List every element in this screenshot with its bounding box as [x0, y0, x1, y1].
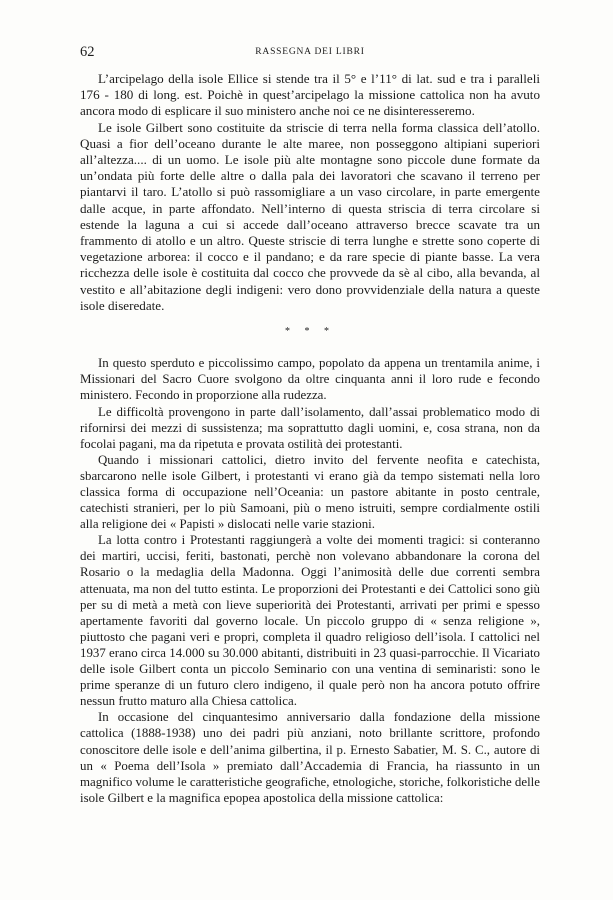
paragraph: Le difficoltà provengono in parte dall’isolamento, dall’assai problematico modo di rifornirsi dei mezzi di sussistenza; ma soprattutto dagli uomini, e, cosa strana, non da focolai pagani, ma da ripetuta e provata ostilità dei protestanti. — [80, 404, 540, 451]
section-separator: * * * — [285, 326, 335, 338]
page-header — [80, 44, 540, 64]
article-body — [80, 71, 540, 806]
paragraph: Quando i missionari cattolici, dietro invito del fervente neofita e catechista, sbarcarono nelle isole Gilbert, i protestanti vi erano già da tempo sistemati nella loro classica forma di occupazione nell’Oceania: un pastore abitante in posto centrale, catechisti stranieri, per lo più Samoani, più o meno istruiti, sempre cordialmente ostili alla religione dei « Papisti » dislocati nelle varie stazioni. — [80, 452, 540, 532]
paragraph: Le isole Gilbert sono costituite da striscie di terra nella forma classica dell’atollo. Quasi a fior dell’oceano durante le alte maree, non posseggono altipiani superiori all’altezza.... di un uomo. Le isole più alte montagne sono piccole dune formate da un’ondata più forte delle altre o dalla pala dei lavoratori che scavano il terreno per piantarvi il taro. L’atollo si può rassomigliare a un vaso circolare, in parte emergente dalle acque, in parte affondato. Nell’interno di questa striscia di terra circolare si estende la laguna a cui si accede dall’oceano attraverso brecce scavate tra un frammento di atollo e un altro. Queste striscie di terra lunghe e strette sono coperte di vegetazione arborea: il cocco e il pandano; e da rare specie di piante basse. La vera ricchezza delle isole è costituita dal cocco che provvede da sè al cibo, alla bevanda, al vestito e all’abitazione degli indigeni: vero dono provvidenziale della natura a queste isole diseredate. — [80, 119, 540, 313]
running-title: RASSEGNA DEI LIBRI — [255, 47, 365, 57]
paragraph: In occasione del cinquantesimo anniversario dalla fondazione della missione cattolica (1888-1938) uno dei padri più anziani, noto brillante scrittore, profondo conoscitore delle isole e dell’anima gilbertina, il p. Ernesto Sabatier, M. S. C., autore di un « Poema dell’Isola » premiato dall’Accademia di Francia, ha riassunto in un magnifico volume le caratteristiche geografiche, etnologiche, storiche, folkoristiche delle isole Gilbert e la magnifica epopea apostolica della missione cattolica: — [80, 710, 540, 805]
paragraph: L’arcipelago della isole Ellice si stende tra il 5° e l’11° di lat. sud e tra i paralleli 176 - 180 di long. est. Poichè in quest’arcipelago la missione cattolica non ha avuto ancora modo di esplicare il suo ministero anche noi ce ne disinteresseremo. — [80, 71, 540, 119]
page-number: 62 — [80, 44, 95, 60]
paragraph: La lotta contro i Protestanti raggiungerà a volte dei momenti tragici: si conteranno dei martiri, uccisi, feriti, bastonati, perchè non volevano abbandonare la corona del Rosario o la medaglia della Madonna. Oggi l’animosità delle due correnti sembra attenuata, ma non del tutto estinta. Le proporzioni dei Protestanti e dei Cattolici sono giù per su di metà a metà con lieve superiorità dei Protestanti, arrivati per primi e spesso apertamente favoriti dal governo locale. Un piccolo gruppo di « senza religione », piuttosto che pagani veri e propri, completa il quadro religioso dell’isola. I cattolici nel 1937 erano circa 14.000 su 30.000 abitanti, distribuiti in 23 quasi-parrocchie. Il Vicariato delle isole Gilbert conta un piccolo Seminario con una ventina di seminaristi: sono le prime speranze di un futuro clero indigeno, il quale però non ha ancora potuto offrire nessun frutto maturo alla Chiesa cattolica. — [80, 533, 540, 709]
paragraph: In questo sperduto e piccolissimo campo, popolato da appena un trentamila anime, i Missionari del Sacro Cuore svolgono da oltre cinquanta anni il loro rude e fecondo ministero. Fecondo in proporzione alla rudezza. — [80, 356, 540, 403]
